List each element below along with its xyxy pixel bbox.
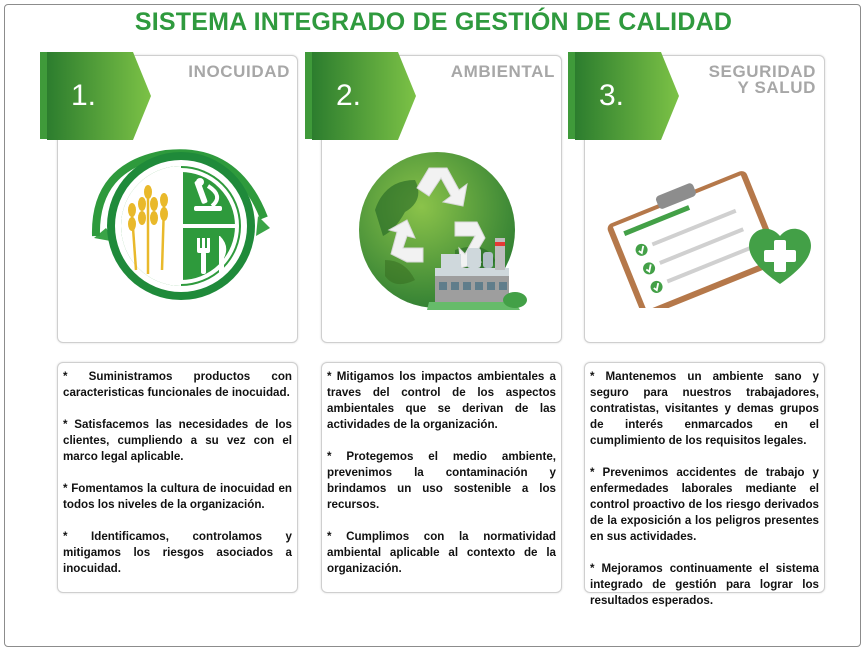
card-1-paragraph: * Suministramos productos con caracteristicas funcionales de inocuidad. <box>63 370 292 399</box>
card-3-text-box <box>584 362 825 607</box>
card-2-paragraph: * Protegemos el medio ambiente, prevenimos la contaminación y brindamos un uso sostenible a los recursos. <box>327 450 556 511</box>
card-1-heading <box>160 64 290 80</box>
card-3-paragraph: * Mantenemos un ambiente sano y seguro para nuestros trabajadores, contratistas, visitantes y demas grupos de interés enmarcados en el cumplimiento de los requisitos legales. <box>590 370 819 447</box>
card-2-number-tab <box>312 52 424 140</box>
card-2-edge-bar <box>305 52 312 139</box>
card-1-heading-line: INOCUIDAD <box>188 62 290 81</box>
card-1-number-tab <box>47 52 159 140</box>
card-2-heading <box>420 64 555 80</box>
card-2-number: 2. <box>336 79 362 112</box>
card-3-heading-line: SEGURIDAD <box>708 62 816 81</box>
card-1-edge-bar <box>40 52 47 139</box>
card-1-paragraph: * Satisfacemos las necesidades de los clientes, cumpliendo a su vez con el marco legal aplicable. <box>63 418 292 463</box>
card-1-paragraph: * Identificamos, controlamos y mitigamos los riesgos asociados a inocuidad. <box>63 530 292 575</box>
recycling-globe-factory-icon <box>355 150 530 335</box>
card-3-paragraph: * Mejoramos continuamente el sistema integrado de gestión para lograr los resultados esperados. <box>590 562 819 607</box>
card-2-text-box <box>321 362 562 593</box>
card-2-paragraph: * Mitigamos los impactos ambientales a traves del control de los aspectos ambientales que se derivan de las actividades de la organización. <box>327 370 556 431</box>
card-3-number: 3. <box>599 79 625 112</box>
card-3-edge-bar <box>568 52 575 139</box>
card-2-heading-line: AMBIENTAL <box>450 62 555 81</box>
card-2-paragraph: * Cumplimos con la normatividad ambiental aplicable al contexto de la organización. <box>327 530 556 575</box>
clipboard-health-heart-icon <box>588 170 820 313</box>
card-3-heading-line: Y SALUD <box>737 78 816 97</box>
food-safety-emblem-icon <box>86 146 276 311</box>
card-1-number: 1. <box>71 79 97 112</box>
card-3-paragraph: * Prevenimos accidentes de trabajo y enfermedades laborales mediante el control proactivo de los riesgo derivados de la exposición a los peligros presentes en sus actividades. <box>590 466 819 543</box>
card-1-paragraph: * Fomentamos la cultura de inocuidad en todos los niveles de la organización. <box>63 482 292 511</box>
card-3-heading <box>670 64 816 96</box>
page-title: SISTEMA INTEGRADO DE GESTIÓN DE CALIDAD <box>134 8 733 36</box>
card-1-text-box <box>57 362 298 593</box>
